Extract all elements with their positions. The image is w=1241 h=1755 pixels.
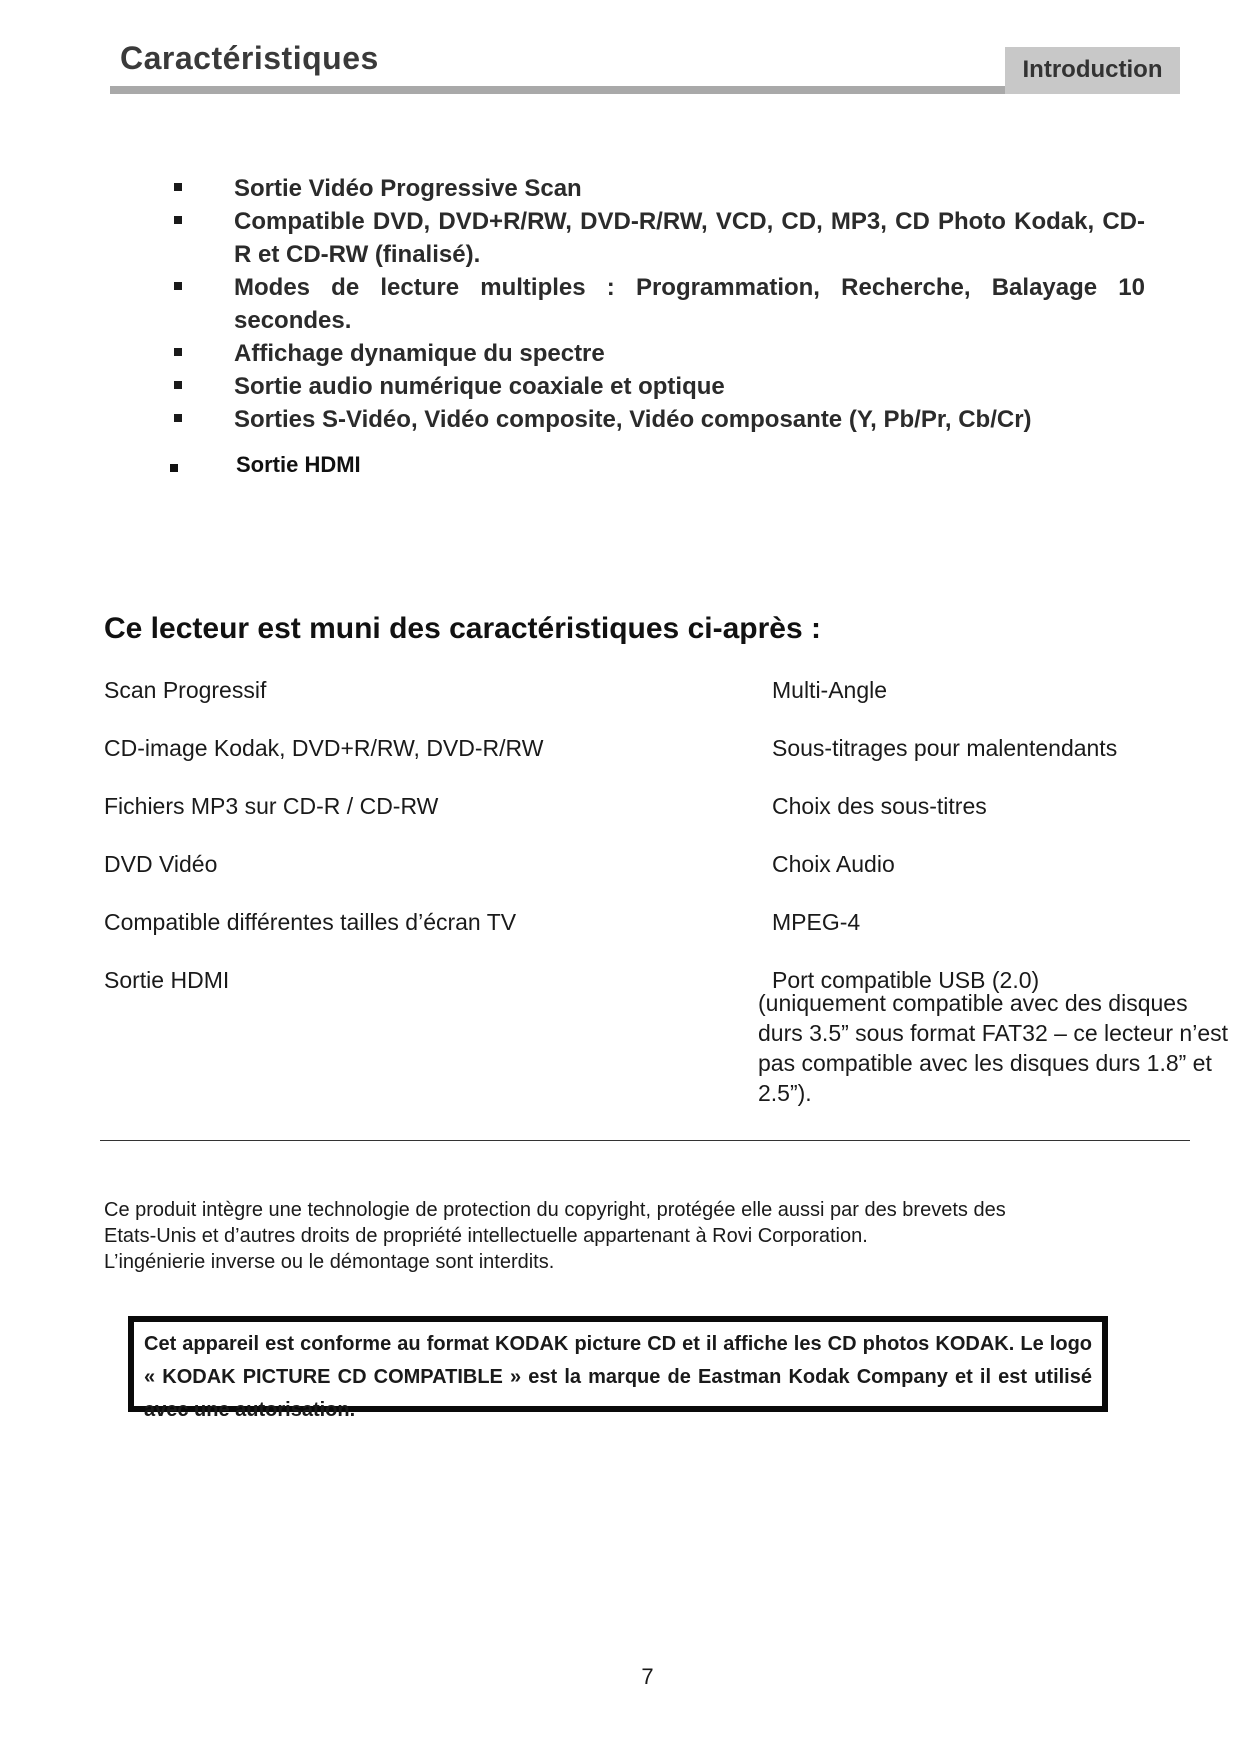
section-divider xyxy=(100,1140,1190,1141)
feature-item xyxy=(170,403,1145,436)
feature-item xyxy=(170,172,1145,205)
spec-item: Port compatible USB (2.0) xyxy=(772,967,1040,993)
usb-note: (uniquement compatible avec des disques durs 3.5” sous format FAT32 – ce lecteur n’est pas compatible avec les disques durs 1.8” et 2.5”). xyxy=(758,990,1229,1106)
bullet-icon xyxy=(174,414,182,422)
spec-item: Choix Audio xyxy=(772,851,895,877)
feature-item xyxy=(170,271,1145,337)
spec-item: Multi-Angle xyxy=(772,677,888,703)
feature-item xyxy=(170,205,1145,271)
feature-item-hdmi xyxy=(170,452,361,478)
feature-text: Sorties S-Vidéo, Vidéo composite, Vidéo composante (Y, Pb/Pr, Cb/Cr) xyxy=(234,406,1032,433)
specs-right-column xyxy=(772,676,1232,1024)
spec-item: Sous-titrages pour malentendants xyxy=(772,735,1118,761)
spec-item: DVD Vidéo xyxy=(104,851,218,877)
feature-text: Sortie HDMI xyxy=(236,452,361,477)
spec-item: Fichiers MP3 sur CD-R / CD-RW xyxy=(104,793,439,819)
copyright-line: Etats-Unis et d’autres droits de propriété intellectuelle appartenant à Rovi Corporation. xyxy=(104,1225,868,1247)
feature-item xyxy=(170,337,1145,370)
specs-heading: Ce lecteur est muni des caractéristiques ci-après : xyxy=(104,612,821,645)
feature-text: Sortie Vidéo Progressive Scan xyxy=(234,175,582,202)
feature-item xyxy=(170,370,1145,403)
feature-text: Compatible DVD, DVD+R/RW, DVD-R/RW, VCD, CD, MP3, CD Photo Kodak, CD-R et CD-RW (finalisé). xyxy=(234,208,1145,268)
copyright-line: L’ingénierie inverse ou le démontage sont interdits. xyxy=(104,1251,555,1273)
bullet-icon xyxy=(170,464,178,472)
page-number: 7 xyxy=(641,1664,654,1689)
feature-text: Affichage dynamique du spectre xyxy=(234,340,605,367)
spec-item: MPEG-4 xyxy=(772,909,861,935)
bullet-icon xyxy=(174,348,182,356)
spec-item: CD-image Kodak, DVD+R/RW, DVD-R/RW xyxy=(104,735,544,761)
spec-item: Sortie HDMI xyxy=(104,967,230,993)
feature-list xyxy=(170,172,1145,436)
bullet-icon xyxy=(174,216,182,224)
feature-text: Sortie audio numérique coaxiale et optique xyxy=(234,373,725,400)
feature-text: Modes de lecture multiples : Programmation, Recherche, Balayage 10 secondes. xyxy=(234,274,1145,334)
copyright-line: Ce produit intègre une technologie de protection du copyright, protégée elle aussi par des brevets des xyxy=(104,1199,1006,1221)
spec-item: Compatible différentes tailles d’écran TV xyxy=(104,909,517,935)
spec-item: Choix des sous-titres xyxy=(772,793,987,819)
spec-item: Scan Progressif xyxy=(104,677,267,703)
specs-left-column xyxy=(104,676,724,1024)
kodak-notice-box: Cet appareil est conforme au format KODAK picture CD et il affiche les CD photos KODAK. Le logo « KODAK PICTURE CD COMPATIBLE » est la marque de Eastman Kodak Company et il est utilisé avec une autorisation. xyxy=(128,1316,1108,1412)
bullet-icon xyxy=(174,381,182,389)
copyright-notice xyxy=(104,1197,1204,1275)
section-label: Introduction xyxy=(1005,47,1180,94)
page-title: Caractéristiques xyxy=(120,40,379,76)
bullet-icon xyxy=(174,183,182,191)
bullet-icon xyxy=(174,282,182,290)
